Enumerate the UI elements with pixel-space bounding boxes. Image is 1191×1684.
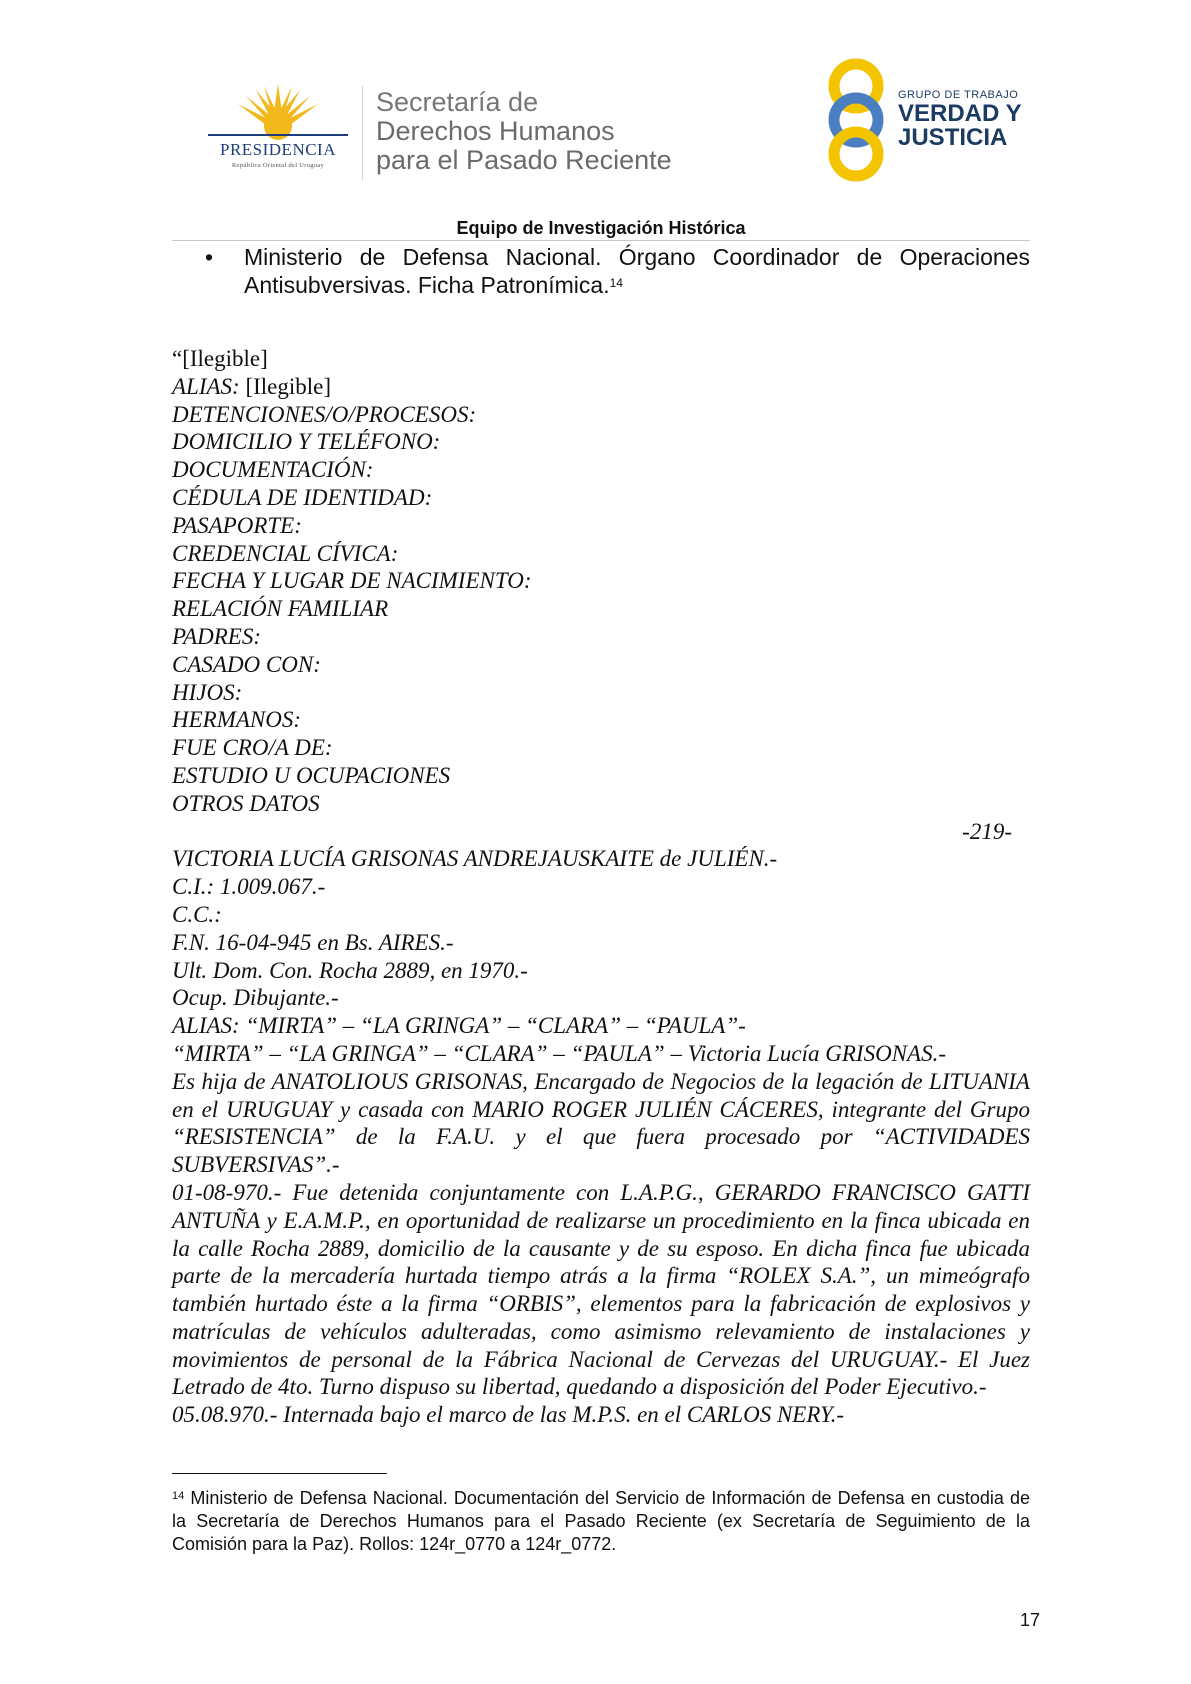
ficha-body [172, 345, 1030, 1429]
ficha-field: ESTUDIO U OCUPACIONES [172, 762, 451, 788]
verdad-justicia-logo [822, 56, 1032, 182]
ficha-field: HERMANOS: [172, 707, 302, 733]
ficha-field: DOMICILIO Y TELÉFONO: [172, 429, 441, 455]
ficha-field: PADRES: [172, 623, 262, 649]
ficha-page-ref: -219- [962, 818, 1012, 844]
source-bullet-text: Ministerio de Defensa Nacional. Órgano Coordinador de Operaciones Antisubversivas. Ficha Patronímica. [244, 244, 1030, 298]
secretaria-wordmark [376, 88, 672, 175]
interlocking-rings-icon [822, 56, 894, 182]
ficha-record-line: ALIAS: “MIRTA” – “LA GRINGA” – “CLARA” – “PAULA”- [172, 1013, 746, 1039]
ficha-record-line: Ocup. Dibujante.- [172, 985, 339, 1011]
page-number: 17 [1019, 1610, 1040, 1630]
ficha-field: OTROS DATOS [172, 790, 320, 816]
ficha-field: DOCUMENTACIÓN: [172, 457, 374, 483]
ficha-field: RELACIÓN FAMILIAR [172, 596, 389, 622]
sun-emblem-icon [198, 82, 358, 142]
ficha-field: CÉDULA DE IDENTIDAD: [172, 484, 433, 510]
logo-divider [362, 86, 363, 180]
secretaria-line-3: para el Pasado Reciente [376, 145, 672, 175]
gtvj-line-1: VERDAD Y [898, 100, 1022, 127]
source-bullet [205, 243, 1030, 299]
ficha-paragraph-2: 01-08-970.- Fue detenida conjuntamente con L.A.P.G., GERARDO FRANCISCO GATTI ANTUÑA y E.A.M.P., en oportunidad de realizarse un procedimiento en la finca ubicada en la calle Rocha 2889, domicilio de la causante y de su esposo. En dicha finca fue ubicada parte de la mercadería hurtada tiempo atrás a la firma “ROLEX S.A.”, un mimeógrafo también hurtado éste a la firma “ORBIS”, elementos para la fabricación de explosivos y matrículas de vehículos adulteradas, como asimismo relevamiento de instalaciones y movimientos de personal de la Fábrica Nacional de Cervezas del URUGUAY.- El Juez Letrado de 4to. Turno dispuso su libertad, quedando a disposición del Poder Ejecutivo.- [172, 1179, 1030, 1400]
ficha-field: FECHA Y LUGAR DE NACIMIENTO: [172, 568, 532, 594]
ficha-alias-label: ALIAS: [172, 373, 240, 399]
ficha-alias-value: [Ilegible] [239, 373, 332, 399]
ficha-paragraph-1: Es hija de ANATOLIOUS GRISONAS, Encargado de Negocios de la legación de LITUANIA en el URUGUAY y casada con MARIO ROGER JULIÉN CÁCERES, integrante del Grupo “RESISTENCIA” de la F.A.U. y el que fuera procesado por “ACTIVIDADES SUBVERSIVAS”.- [172, 1068, 1030, 1178]
ficha-field: CREDENCIAL CÍVICA: [172, 540, 399, 566]
ficha-record-line: C.I.: 1.009.067.- [172, 874, 326, 900]
section-title: Equipo de Investigación Histórica [456, 218, 746, 238]
ficha-field: DETENCIONES/O/PROCESOS: [172, 401, 477, 427]
footnote-number: 14 [172, 1490, 185, 1502]
footnote-ref[interactable]: 14 [609, 276, 623, 290]
ficha-record-line: C.C.: [172, 901, 222, 927]
ficha-opening: “[Ilegible] [172, 346, 268, 371]
presidencia-logo [198, 82, 358, 182]
header-rule [172, 240, 1030, 241]
gtvj-small-label: GRUPO DE TRABAJO [898, 89, 1019, 101]
ficha-record-line: Ult. Dom. Con. Rocha 2889, en 1970.- [172, 957, 528, 983]
bullet-dot-icon: • [205, 244, 214, 270]
ficha-alias-line [172, 373, 1030, 401]
ficha-record-line: F.N. 16-04-945 en Bs. AIRES.- [172, 929, 454, 955]
ficha-field: CASADO CON: [172, 651, 321, 677]
ficha-record-line: “MIRTA” – “LA GRINGA” – “CLARA” – “PAULA” – Victoria Lucía GRISONAS.- [172, 1040, 946, 1066]
footnote [172, 1487, 1030, 1556]
ficha-field: HIJOS: [172, 679, 243, 705]
ficha-last-line: 05.08.970.- Internada bajo el marco de las M.P.S. en el CARLOS NERY.- [172, 1402, 845, 1428]
presidencia-wordmark: PRESIDENCIA [219, 140, 336, 159]
gtvj-line-2: JUSTICIA [898, 124, 1008, 151]
ficha-field: FUE CRO/A DE: [172, 735, 333, 761]
footnote-rule [172, 1473, 387, 1474]
ficha-record-line: VICTORIA LUCÍA GRISONAS ANDREJAUSKAITE de JULIÉN.- [172, 846, 778, 872]
ficha-field: PASAPORTE: [172, 512, 302, 538]
secretaria-line-2: Derechos Humanos [376, 116, 615, 146]
secretaria-line-1: Secretaría de [376, 87, 539, 117]
presidencia-subtitle: República Oriental del Uruguay [231, 162, 325, 169]
footnote-text: Ministerio de Defensa Nacional. Documentación del Servicio de Información de Defensa en custodia de la Secretaría de Derechos Humanos para el Pasado Reciente (ex Secretaría de Seguimiento de la Comisión para la Paz). Rollos: 124r_0770 a 124r_0772. [172, 1488, 1030, 1554]
